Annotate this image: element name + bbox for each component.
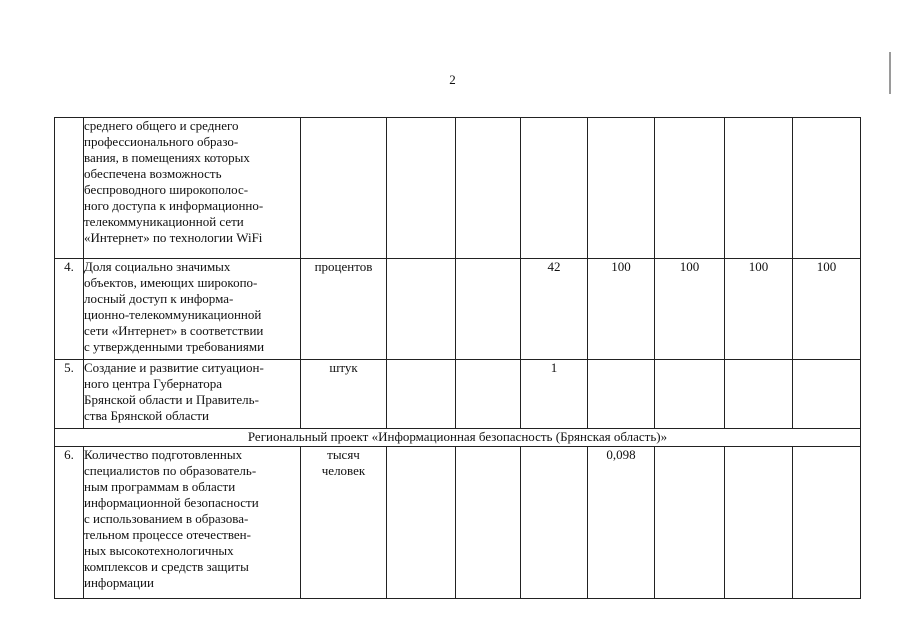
indicator-name-line: ного центра Губернатора: [84, 376, 222, 391]
value-cell: [456, 118, 521, 259]
indicator-name-line: Количество подготовленных: [84, 447, 243, 462]
value-cell: 100: [655, 259, 725, 360]
row-number: 4.: [55, 259, 84, 360]
value-cell: [521, 118, 588, 259]
indicator-name-line: информационной безопасности: [84, 495, 259, 510]
table-row: [55, 360, 861, 429]
table-row: [55, 259, 861, 360]
row-number: [55, 118, 84, 259]
indicator-name-line: беспроводного широкополос-: [84, 182, 249, 197]
indicator-name-line: среднего общего и среднего: [84, 118, 239, 133]
indicator-name: [84, 447, 301, 599]
value-cell: 100: [588, 259, 655, 360]
indicator-name-line: с использованием в образова-: [84, 511, 249, 526]
unit-line: штук: [329, 360, 358, 375]
value-cell: [793, 360, 861, 429]
indicator-name-line: «Интернет» по технологии WiFi: [84, 230, 263, 245]
indicator-name-line: ционно-телекоммуникационной: [84, 307, 262, 322]
value-cell: [588, 118, 655, 259]
value-cell: 1: [521, 360, 588, 429]
indicator-name: [84, 118, 301, 259]
section-row: [55, 429, 861, 447]
table-row: [55, 118, 861, 259]
table-row: [55, 447, 861, 599]
indicator-name-line: информации: [84, 575, 154, 590]
indicator-name-line: объектов, имеющих широкопо-: [84, 275, 258, 290]
indicator-name-line: ного доступа к информационно-: [84, 198, 264, 213]
indicator-name-line: с утвержденными требованиями: [84, 339, 265, 354]
row-number: 6.: [55, 447, 84, 599]
value-cell: [725, 360, 793, 429]
indicator-name-line: Создание и развитие ситуацион-: [84, 360, 264, 375]
value-cell: [456, 259, 521, 360]
indicator-name-line: комплексов и средств защиты: [84, 559, 249, 574]
value-cell: [456, 360, 521, 429]
value-cell: [387, 259, 456, 360]
indicator-name-line: ным программам в области: [84, 479, 236, 494]
indicator-name-line: телекоммуникационной сети: [84, 214, 244, 229]
value-cell: [793, 447, 861, 599]
value-cell: [521, 447, 588, 599]
indicator-name-line: вания, в помещениях которых: [84, 150, 250, 165]
indicator-name-line: тельном процессе отечествен-: [84, 527, 251, 542]
unit-cell: [301, 118, 387, 259]
indicator-name-line: специалистов по образователь-: [84, 463, 257, 478]
unit-line: процентов: [314, 259, 373, 274]
value-cell: [387, 447, 456, 599]
indicator-name-line: сети «Интернет» в соответствии: [84, 323, 264, 338]
section-title: Региональный проект «Информационная безопасность (Брянская область)»: [55, 429, 861, 447]
value-cell: 42: [521, 259, 588, 360]
indicator-name-line: Доля социально значимых: [84, 259, 231, 274]
value-cell: [387, 360, 456, 429]
margin-mark: [889, 52, 891, 94]
value-cell: [456, 447, 521, 599]
indicator-name: [84, 360, 301, 429]
value-cell: [725, 118, 793, 259]
indicator-name-line: обеспечена возможность: [84, 166, 222, 181]
indicator-name-line: лосный доступ к информа-: [84, 291, 234, 306]
value-cell: 100: [793, 259, 861, 360]
indicators-table: [54, 117, 861, 599]
indicator-name-line: профессионального образо-: [84, 134, 239, 149]
unit-cell: [301, 447, 387, 599]
value-cell: [725, 447, 793, 599]
value-cell: [588, 360, 655, 429]
unit-line: тысяч: [327, 447, 360, 462]
indicator-name-line: ных высокотехнологичных: [84, 543, 234, 558]
page-number: 2: [449, 72, 456, 87]
row-number: 5.: [55, 360, 84, 429]
value-cell: 0,098: [588, 447, 655, 599]
value-cell: [655, 360, 725, 429]
unit-cell: [301, 360, 387, 429]
indicator-name-line: Брянской области и Правитель-: [84, 392, 259, 407]
unit-line: человек: [321, 463, 366, 478]
value-cell: [655, 118, 725, 259]
indicator-name-line: ства Брянской области: [84, 408, 209, 423]
indicator-name: [84, 259, 301, 360]
value-cell: [793, 118, 861, 259]
value-cell: [387, 118, 456, 259]
value-cell: 100: [725, 259, 793, 360]
unit-cell: [301, 259, 387, 360]
value-cell: [655, 447, 725, 599]
